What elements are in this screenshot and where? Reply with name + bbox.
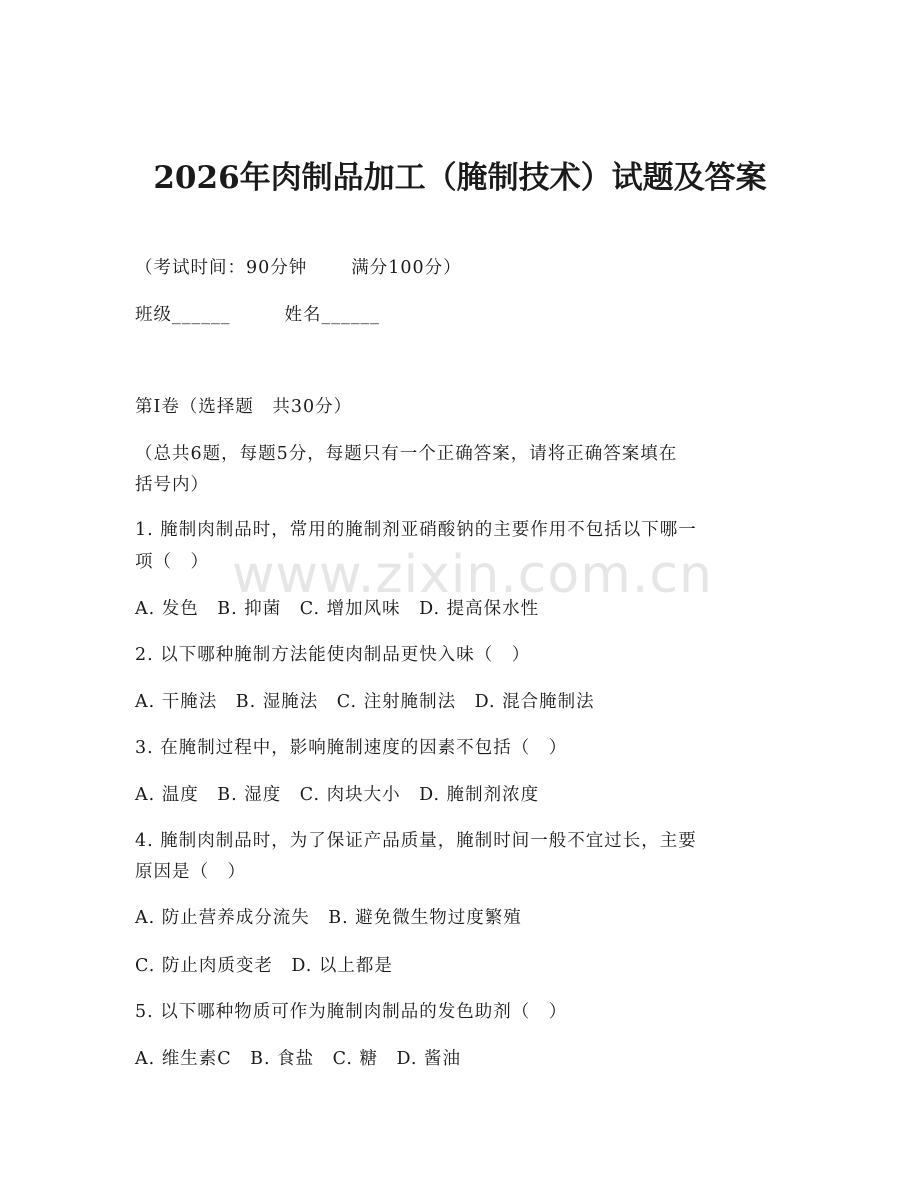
question-3-stem: 3. 在腌制过程中，影响腌制速度的因素不包括（ ） bbox=[135, 738, 568, 758]
question-4-options-cont: C. 防止肉质变老 D. 以上都是 bbox=[135, 956, 393, 976]
question-5-stem: 5. 以下哪种物质可作为腌制肉制品的发色助剂（ ） bbox=[135, 1002, 568, 1022]
question-4-options: A. 防止营养成分流失 B. 避免微生物过度繁殖 bbox=[135, 908, 522, 928]
exam-time: （考试时间：90分钟 bbox=[135, 258, 308, 278]
exam-score: 满分100分） bbox=[351, 258, 462, 278]
watermark: www.zixin.com.cn bbox=[232, 545, 713, 605]
question-1-stem-cont: 项（ ） bbox=[135, 552, 209, 572]
class-field: 班级______ bbox=[135, 305, 231, 325]
question-4-stem: 4. 腌制肉制品时，为了保证产品质量，腌制时间一般不宜过长，主要 bbox=[135, 831, 697, 851]
section-instructions: （总共6题，每题5分，每题只有一个正确答案，请将正确答案填在 bbox=[135, 444, 678, 464]
question-4-stem-cont: 原因是（ ） bbox=[135, 862, 246, 882]
question-2-options: A. 干腌法 B. 湿腌法 C. 注射腌制法 D. 混合腌制法 bbox=[135, 692, 595, 712]
question-3-options: A. 温度 B. 湿度 C. 肉块大小 D. 腌制剂浓度 bbox=[135, 785, 540, 805]
question-1-options: A. 发色 B. 抑菌 C. 增加风味 D. 提高保水性 bbox=[135, 599, 540, 619]
student-fields bbox=[135, 301, 380, 326]
section-instructions-cont: 括号内） bbox=[135, 475, 209, 495]
question-5-options: A. 维生素C B. 食盐 C. 糖 D. 酱油 bbox=[135, 1049, 462, 1069]
name-field: 姓名______ bbox=[284, 305, 380, 325]
exam-info bbox=[135, 254, 462, 279]
section-heading: 第Ⅰ卷（选择题 共30分） bbox=[135, 397, 353, 417]
question-2-stem: 2. 以下哪种腌制方法能使肉制品更快入味（ ） bbox=[135, 645, 531, 665]
page-title: 2026年肉制品加工（腌制技术）试题及答案 bbox=[153, 160, 767, 196]
question-1-stem: 1. 腌制肉制品时，常用的腌制剂亚硝酸钠的主要作用不包括以下哪一 bbox=[135, 520, 697, 540]
